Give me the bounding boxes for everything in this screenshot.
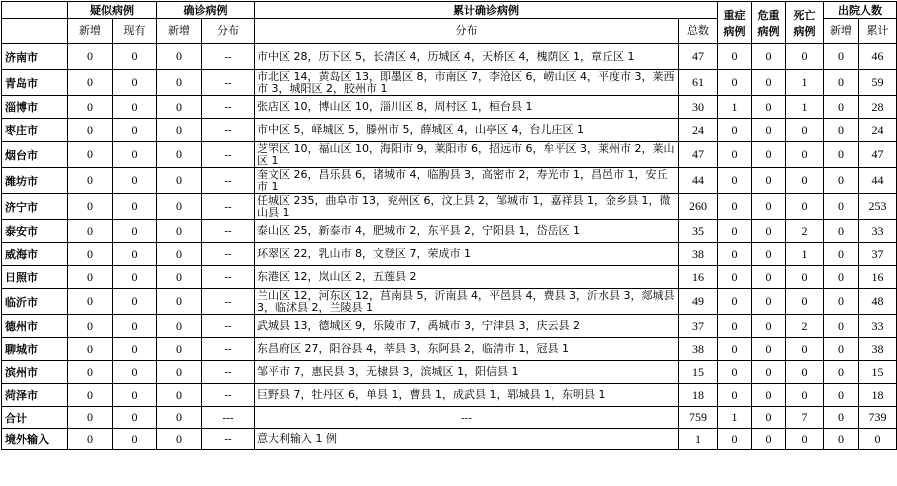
severe-cell: 0	[718, 70, 752, 96]
suspected-current-cell: 0	[113, 70, 157, 96]
suspected-current-cell: 0	[113, 429, 157, 450]
header-confirmed-new: 新增	[157, 19, 202, 44]
header-critical: 危重 病例	[752, 2, 786, 44]
death-cell: 0	[786, 119, 824, 142]
city-cell: 青岛市	[2, 70, 68, 96]
cumulative-distribution-cell: 任城区 235，曲阜市 13，兖州区 6，汶上县 2，邹城市 1，嘉祥县 1，金乡县 1，微山县 1	[255, 194, 679, 220]
header-cumulative: 累计确诊病例	[255, 2, 718, 19]
header-death: 死亡 病例	[786, 2, 824, 44]
discharged-new-cell: 0	[824, 338, 859, 361]
table-row	[2, 220, 897, 243]
critical-cell: 0	[752, 119, 786, 142]
suspected-current-cell: 0	[113, 407, 157, 429]
confirmed-distribution-cell: --	[202, 429, 255, 450]
cumulative-total-cell: 759	[679, 407, 718, 429]
discharged-total-cell: 38	[859, 338, 897, 361]
cumulative-distribution-cell: 巨野县 7，牡丹区 6，单县 1，曹县 1，成武县 1，郓城县 1，东明县 1	[255, 384, 679, 407]
critical-cell: 0	[752, 315, 786, 338]
suspected-new-cell: 0	[68, 220, 113, 243]
discharged-total-cell: 48	[859, 289, 897, 315]
discharged-new-cell: 0	[824, 194, 859, 220]
discharged-total-cell: 15	[859, 361, 897, 384]
header-confirmed: 确诊病例	[157, 2, 255, 19]
severe-cell: 0	[718, 384, 752, 407]
city-cell: 济南市	[2, 44, 68, 70]
suspected-new-cell: 0	[68, 142, 113, 168]
confirmed-distribution-cell: --	[202, 44, 255, 70]
suspected-new-cell: 0	[68, 168, 113, 194]
city-cell: 日照市	[2, 266, 68, 289]
discharged-new-cell: 0	[824, 315, 859, 338]
death-cell: 0	[786, 168, 824, 194]
severe-cell: 0	[718, 119, 752, 142]
cumulative-total-cell: 1	[679, 429, 718, 450]
cumulative-total-cell: 47	[679, 142, 718, 168]
discharged-new-cell: 0	[824, 119, 859, 142]
severe-cell: 0	[718, 315, 752, 338]
critical-cell: 0	[752, 44, 786, 70]
header-discharged: 出院人数	[824, 2, 897, 19]
confirmed-new-cell: 0	[157, 315, 202, 338]
severe-cell: 0	[718, 220, 752, 243]
discharged-new-cell: 0	[824, 142, 859, 168]
discharged-new-cell: 0	[824, 44, 859, 70]
suspected-new-cell: 0	[68, 96, 113, 119]
suspected-new-cell: 0	[68, 44, 113, 70]
critical-cell: 0	[752, 70, 786, 96]
confirmed-new-cell: 0	[157, 266, 202, 289]
suspected-current-cell: 0	[113, 220, 157, 243]
confirmed-new-cell: 0	[157, 289, 202, 315]
suspected-current-cell: 0	[113, 315, 157, 338]
header-cumulative-distribution: 分布	[255, 19, 679, 44]
confirmed-distribution-cell: --	[202, 266, 255, 289]
critical-cell: 0	[752, 384, 786, 407]
discharged-total-cell: 253	[859, 194, 897, 220]
discharged-total-cell: 0	[859, 429, 897, 450]
death-cell: 0	[786, 338, 824, 361]
discharged-new-cell: 0	[824, 429, 859, 450]
confirmed-distribution-cell: --	[202, 220, 255, 243]
city-cell: 菏泽市	[2, 384, 68, 407]
discharged-new-cell: 0	[824, 361, 859, 384]
cumulative-distribution-cell: 意大利输入 1 例	[255, 429, 679, 450]
death-cell: 0	[786, 429, 824, 450]
table-row	[2, 96, 897, 119]
cumulative-total-cell: 61	[679, 70, 718, 96]
total-row	[2, 407, 897, 429]
cumulative-distribution-cell: 泰山区 25，新泰市 4，肥城市 2，东平县 2，宁阳县 1，岱岳区 1	[255, 220, 679, 243]
cumulative-total-cell: 49	[679, 289, 718, 315]
severe-cell: 0	[718, 168, 752, 194]
cumulative-distribution-cell: 环翠区 22，乳山市 8，文登区 7，荣成市 1	[255, 243, 679, 266]
table-row	[2, 70, 897, 96]
severe-cell: 0	[718, 142, 752, 168]
table-row	[2, 361, 897, 384]
discharged-total-cell: 46	[859, 44, 897, 70]
cumulative-distribution-cell: 市北区 14，黄岛区 13，即墨区 8，市南区 7，李沧区 6，崂山区 4，平度市 3，莱西市 3，城阳区 2，胶州市 1	[255, 70, 679, 96]
city-cell: 合计	[2, 407, 68, 429]
cumulative-distribution-cell: 东港区 12，岚山区 2，五莲县 2	[255, 266, 679, 289]
death-cell: 0	[786, 266, 824, 289]
table-row	[2, 266, 897, 289]
suspected-current-cell: 0	[113, 168, 157, 194]
confirmed-new-cell: 0	[157, 119, 202, 142]
confirmed-distribution-cell: ---	[202, 407, 255, 429]
severe-cell: 0	[718, 338, 752, 361]
severe-cell: 1	[718, 407, 752, 429]
critical-cell: 0	[752, 243, 786, 266]
header-suspected-new: 新增	[68, 19, 113, 44]
cumulative-distribution-cell: 兰山区 12，河东区 12，莒南县 5，沂南县 4，平邑县 4，费县 3，沂水县 3，郯城县 3，临沭县 2，兰陵县 1	[255, 289, 679, 315]
critical-cell: 0	[752, 429, 786, 450]
header-discharged-new: 新增	[824, 19, 859, 44]
table-row	[2, 384, 897, 407]
death-cell: 0	[786, 194, 824, 220]
city-cell: 枣庄市	[2, 119, 68, 142]
cumulative-total-cell: 16	[679, 266, 718, 289]
discharged-total-cell: 59	[859, 70, 897, 96]
death-cell: 1	[786, 70, 824, 96]
cumulative-total-cell: 44	[679, 168, 718, 194]
suspected-current-cell: 0	[113, 96, 157, 119]
discharged-new-cell: 0	[824, 407, 859, 429]
header-suspected-current: 现有	[113, 19, 157, 44]
table-row	[2, 289, 897, 315]
cumulative-distribution-cell: 邹平市 7，惠民县 3，无棣县 3，滨城区 1，阳信县 1	[255, 361, 679, 384]
suspected-current-cell: 0	[113, 194, 157, 220]
confirmed-new-cell: 0	[157, 96, 202, 119]
severe-cell: 0	[718, 361, 752, 384]
confirmed-distribution-cell: --	[202, 96, 255, 119]
city-cell: 潍坊市	[2, 168, 68, 194]
suspected-new-cell: 0	[68, 194, 113, 220]
city-cell: 淄博市	[2, 96, 68, 119]
critical-cell: 0	[752, 338, 786, 361]
confirmed-distribution-cell: --	[202, 361, 255, 384]
city-cell: 德州市	[2, 315, 68, 338]
city-cell: 威海市	[2, 243, 68, 266]
discharged-total-cell: 24	[859, 119, 897, 142]
confirmed-new-cell: 0	[157, 407, 202, 429]
suspected-current-cell: 0	[113, 384, 157, 407]
confirmed-distribution-cell: --	[202, 168, 255, 194]
suspected-current-cell: 0	[113, 119, 157, 142]
cumulative-distribution-cell: 奎文区 26，昌乐县 6，诸城市 4，临朐县 3，高密市 2，寿光市 1，昌邑市 1，安丘市 1	[255, 168, 679, 194]
header-severe: 重症 病例	[718, 2, 752, 44]
table-row	[2, 119, 897, 142]
confirmed-new-cell: 0	[157, 142, 202, 168]
suspected-new-cell: 0	[68, 70, 113, 96]
confirmed-distribution-cell: --	[202, 384, 255, 407]
confirmed-new-cell: 0	[157, 361, 202, 384]
suspected-new-cell: 0	[68, 429, 113, 450]
table-row	[2, 194, 897, 220]
confirmed-new-cell: 0	[157, 220, 202, 243]
death-cell: 7	[786, 407, 824, 429]
severe-cell: 0	[718, 289, 752, 315]
header-city-blank	[2, 19, 68, 44]
suspected-current-cell: 0	[113, 44, 157, 70]
death-cell: 0	[786, 384, 824, 407]
header-cumulative-total: 总数	[679, 19, 718, 44]
critical-cell: 0	[752, 168, 786, 194]
cumulative-total-cell: 35	[679, 220, 718, 243]
confirmed-distribution-cell: --	[202, 315, 255, 338]
death-cell: 1	[786, 243, 824, 266]
header-confirmed-distribution: 分布	[202, 19, 255, 44]
suspected-current-cell: 0	[113, 266, 157, 289]
suspected-new-cell: 0	[68, 243, 113, 266]
confirmed-distribution-cell: --	[202, 142, 255, 168]
cumulative-total-cell: 37	[679, 315, 718, 338]
confirmed-new-cell: 0	[157, 168, 202, 194]
cumulative-distribution-cell: 市中区 5，峄城区 5，滕州市 5，薛城区 4，山亭区 4，台儿庄区 1	[255, 119, 679, 142]
critical-cell: 0	[752, 266, 786, 289]
suspected-new-cell: 0	[68, 315, 113, 338]
cumulative-total-cell: 18	[679, 384, 718, 407]
severe-cell: 0	[718, 266, 752, 289]
critical-cell: 0	[752, 194, 786, 220]
death-cell: 1	[786, 96, 824, 119]
table-row	[2, 168, 897, 194]
imported-cases-row	[2, 429, 897, 450]
discharged-new-cell: 0	[824, 289, 859, 315]
confirmed-new-cell: 0	[157, 194, 202, 220]
critical-cell: 0	[752, 289, 786, 315]
suspected-current-cell: 0	[113, 243, 157, 266]
city-cell: 临沂市	[2, 289, 68, 315]
discharged-new-cell: 0	[824, 243, 859, 266]
critical-cell: 0	[752, 96, 786, 119]
confirmed-new-cell: 0	[157, 338, 202, 361]
confirmed-new-cell: 0	[157, 243, 202, 266]
confirmed-distribution-cell: --	[202, 194, 255, 220]
discharged-total-cell: 47	[859, 142, 897, 168]
confirmed-distribution-cell: --	[202, 119, 255, 142]
header-suspected: 疑似病例	[68, 2, 157, 19]
confirmed-distribution-cell: --	[202, 243, 255, 266]
city-cell: 烟台市	[2, 142, 68, 168]
table-row	[2, 338, 897, 361]
header-corner	[2, 2, 68, 19]
cumulative-total-cell: 30	[679, 96, 718, 119]
cumulative-distribution-cell: 市中区 28，历下区 5，长清区 4，历城区 4，天桥区 4，槐荫区 1，章丘区 1	[255, 44, 679, 70]
confirmed-new-cell: 0	[157, 70, 202, 96]
discharged-total-cell: 37	[859, 243, 897, 266]
city-cell: 滨州市	[2, 361, 68, 384]
suspected-new-cell: 0	[68, 119, 113, 142]
death-cell: 0	[786, 44, 824, 70]
discharged-new-cell: 0	[824, 70, 859, 96]
cumulative-total-cell: 47	[679, 44, 718, 70]
death-cell: 0	[786, 142, 824, 168]
cumulative-distribution-cell: 东昌府区 27，阳谷县 4，莘县 3，东阿县 2，临清市 1，冠县 1	[255, 338, 679, 361]
header-discharged-total: 累计	[859, 19, 897, 44]
critical-cell: 0	[752, 220, 786, 243]
city-cell: 泰安市	[2, 220, 68, 243]
suspected-new-cell: 0	[68, 289, 113, 315]
death-cell: 0	[786, 289, 824, 315]
cumulative-total-cell: 38	[679, 338, 718, 361]
table-row	[2, 142, 897, 168]
table-row	[2, 44, 897, 70]
cumulative-distribution-cell: ---	[255, 407, 679, 429]
suspected-new-cell: 0	[68, 338, 113, 361]
discharged-total-cell: 28	[859, 96, 897, 119]
discharged-total-cell: 18	[859, 384, 897, 407]
death-cell: 2	[786, 315, 824, 338]
city-cell: 境外输入	[2, 429, 68, 450]
confirmed-distribution-cell: --	[202, 338, 255, 361]
severe-cell: 1	[718, 96, 752, 119]
discharged-total-cell: 739	[859, 407, 897, 429]
suspected-current-cell: 0	[113, 361, 157, 384]
critical-cell: 0	[752, 142, 786, 168]
suspected-new-cell: 0	[68, 384, 113, 407]
covid-case-table	[1, 1, 897, 450]
cumulative-total-cell: 24	[679, 119, 718, 142]
confirmed-distribution-cell: --	[202, 70, 255, 96]
confirmed-new-cell: 0	[157, 44, 202, 70]
discharged-new-cell: 0	[824, 266, 859, 289]
suspected-new-cell: 0	[68, 407, 113, 429]
table-row	[2, 243, 897, 266]
cumulative-total-cell: 38	[679, 243, 718, 266]
discharged-new-cell: 0	[824, 384, 859, 407]
discharged-total-cell: 33	[859, 315, 897, 338]
suspected-new-cell: 0	[68, 361, 113, 384]
suspected-current-cell: 0	[113, 289, 157, 315]
table-row	[2, 315, 897, 338]
critical-cell: 0	[752, 407, 786, 429]
cumulative-total-cell: 260	[679, 194, 718, 220]
suspected-new-cell: 0	[68, 266, 113, 289]
confirmed-new-cell: 0	[157, 384, 202, 407]
city-cell: 聊城市	[2, 338, 68, 361]
death-cell: 2	[786, 220, 824, 243]
cumulative-distribution-cell: 武城县 13，德城区 9，乐陵市 7，禹城市 3，宁津县 3，庆云县 2	[255, 315, 679, 338]
confirmed-distribution-cell: --	[202, 289, 255, 315]
table-body	[2, 44, 897, 450]
suspected-current-cell: 0	[113, 338, 157, 361]
cumulative-distribution-cell: 张店区 10，博山区 10，淄川区 8，周村区 1，桓台县 1	[255, 96, 679, 119]
severe-cell: 0	[718, 243, 752, 266]
cumulative-distribution-cell: 芝罘区 10，福山区 10，海阳市 9，莱阳市 6，招远市 6，牟平区 3，莱州市 2，莱山区 1	[255, 142, 679, 168]
discharged-new-cell: 0	[824, 96, 859, 119]
discharged-new-cell: 0	[824, 168, 859, 194]
critical-cell: 0	[752, 361, 786, 384]
confirmed-new-cell: 0	[157, 429, 202, 450]
suspected-current-cell: 0	[113, 142, 157, 168]
severe-cell: 0	[718, 429, 752, 450]
death-cell: 0	[786, 361, 824, 384]
city-cell: 济宁市	[2, 194, 68, 220]
discharged-total-cell: 33	[859, 220, 897, 243]
discharged-total-cell: 16	[859, 266, 897, 289]
severe-cell: 0	[718, 44, 752, 70]
discharged-new-cell: 0	[824, 220, 859, 243]
severe-cell: 0	[718, 194, 752, 220]
discharged-total-cell: 44	[859, 168, 897, 194]
cumulative-total-cell: 15	[679, 361, 718, 384]
